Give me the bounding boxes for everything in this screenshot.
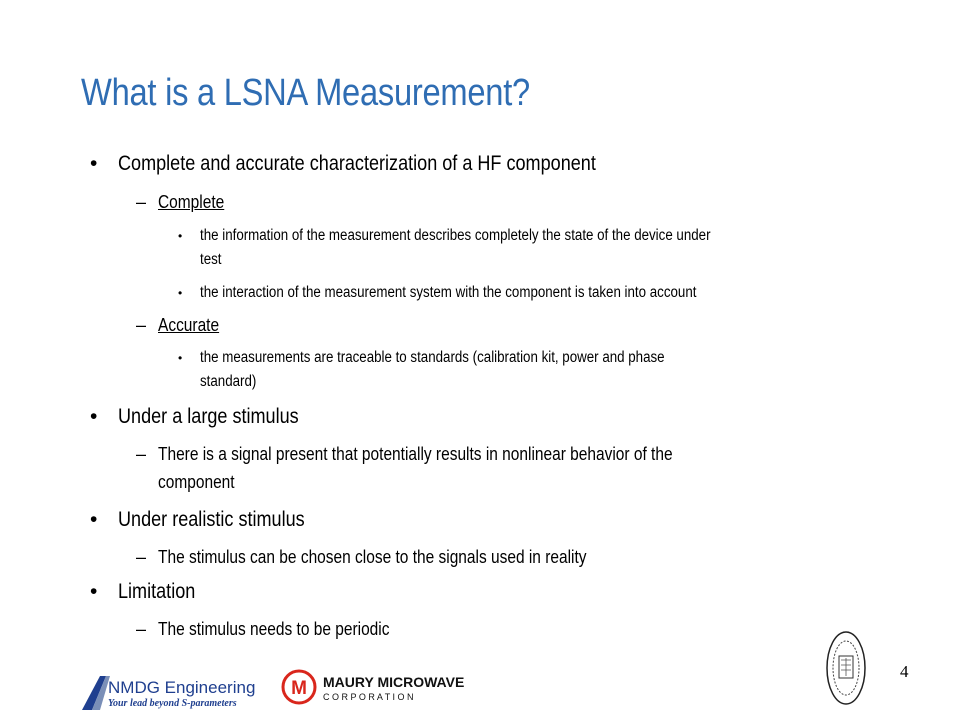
maury-mark: M [291, 678, 307, 699]
subpoint-text: The stimulus can be chosen close to the signals used in reality [158, 547, 587, 567]
bullet-marker: • [178, 229, 183, 243]
subpoint-label: Accurate [158, 315, 220, 335]
detail-text: the interaction of the measurement system with the component is taken into account [200, 284, 697, 301]
bullet-text: Limitation [118, 580, 196, 603]
bullet-text: Complete and accurate characterization of a HF component [118, 152, 596, 175]
nmdg-tagline: Your lead beyond S-parameters [108, 698, 237, 709]
subpoint-label: Complete [158, 192, 225, 212]
dash-marker: – [136, 315, 147, 335]
bullet-marker: • [178, 351, 183, 365]
subpoint-text: The stimulus needs to be periodic [158, 619, 390, 639]
detail-text: standard) [200, 373, 257, 390]
detail-text: the measurements are traceable to standards (calibration kit, power and phase [200, 349, 665, 366]
dash-marker: – [136, 547, 147, 567]
subpoint-text: There is a signal present that potentially results in nonlinear behavior of the [158, 444, 673, 464]
detail-text: test [200, 251, 222, 268]
dash-marker: – [136, 444, 147, 464]
bullet-text: Under realistic stimulus [118, 508, 305, 531]
dash-marker: – [136, 192, 147, 212]
bullet-marker: • [90, 152, 98, 175]
maury-name: MAURY MICROWAVE [323, 674, 465, 690]
bullet-text: Under a large stimulus [118, 405, 299, 428]
bullet-marker: • [90, 580, 98, 603]
nmdg-logo [76, 672, 266, 712]
slide-title: What is a LSNA Measurement? [81, 72, 530, 114]
subpoint-text: component [158, 472, 235, 492]
bullet-marker: • [90, 508, 98, 531]
maury-logo [281, 667, 511, 707]
dash-marker: – [136, 619, 147, 639]
university-seal [825, 630, 867, 706]
maury-sub: C O R P O R A T I O N [323, 692, 414, 702]
bullet-marker: • [178, 286, 183, 300]
nmdg-name: NMDG Engineering [108, 678, 256, 697]
bullet-marker: • [90, 405, 98, 428]
page-number: 4 [900, 662, 909, 681]
seal-detail [841, 658, 851, 676]
detail-text: the information of the measurement describes completely the state of the device under [200, 227, 711, 244]
